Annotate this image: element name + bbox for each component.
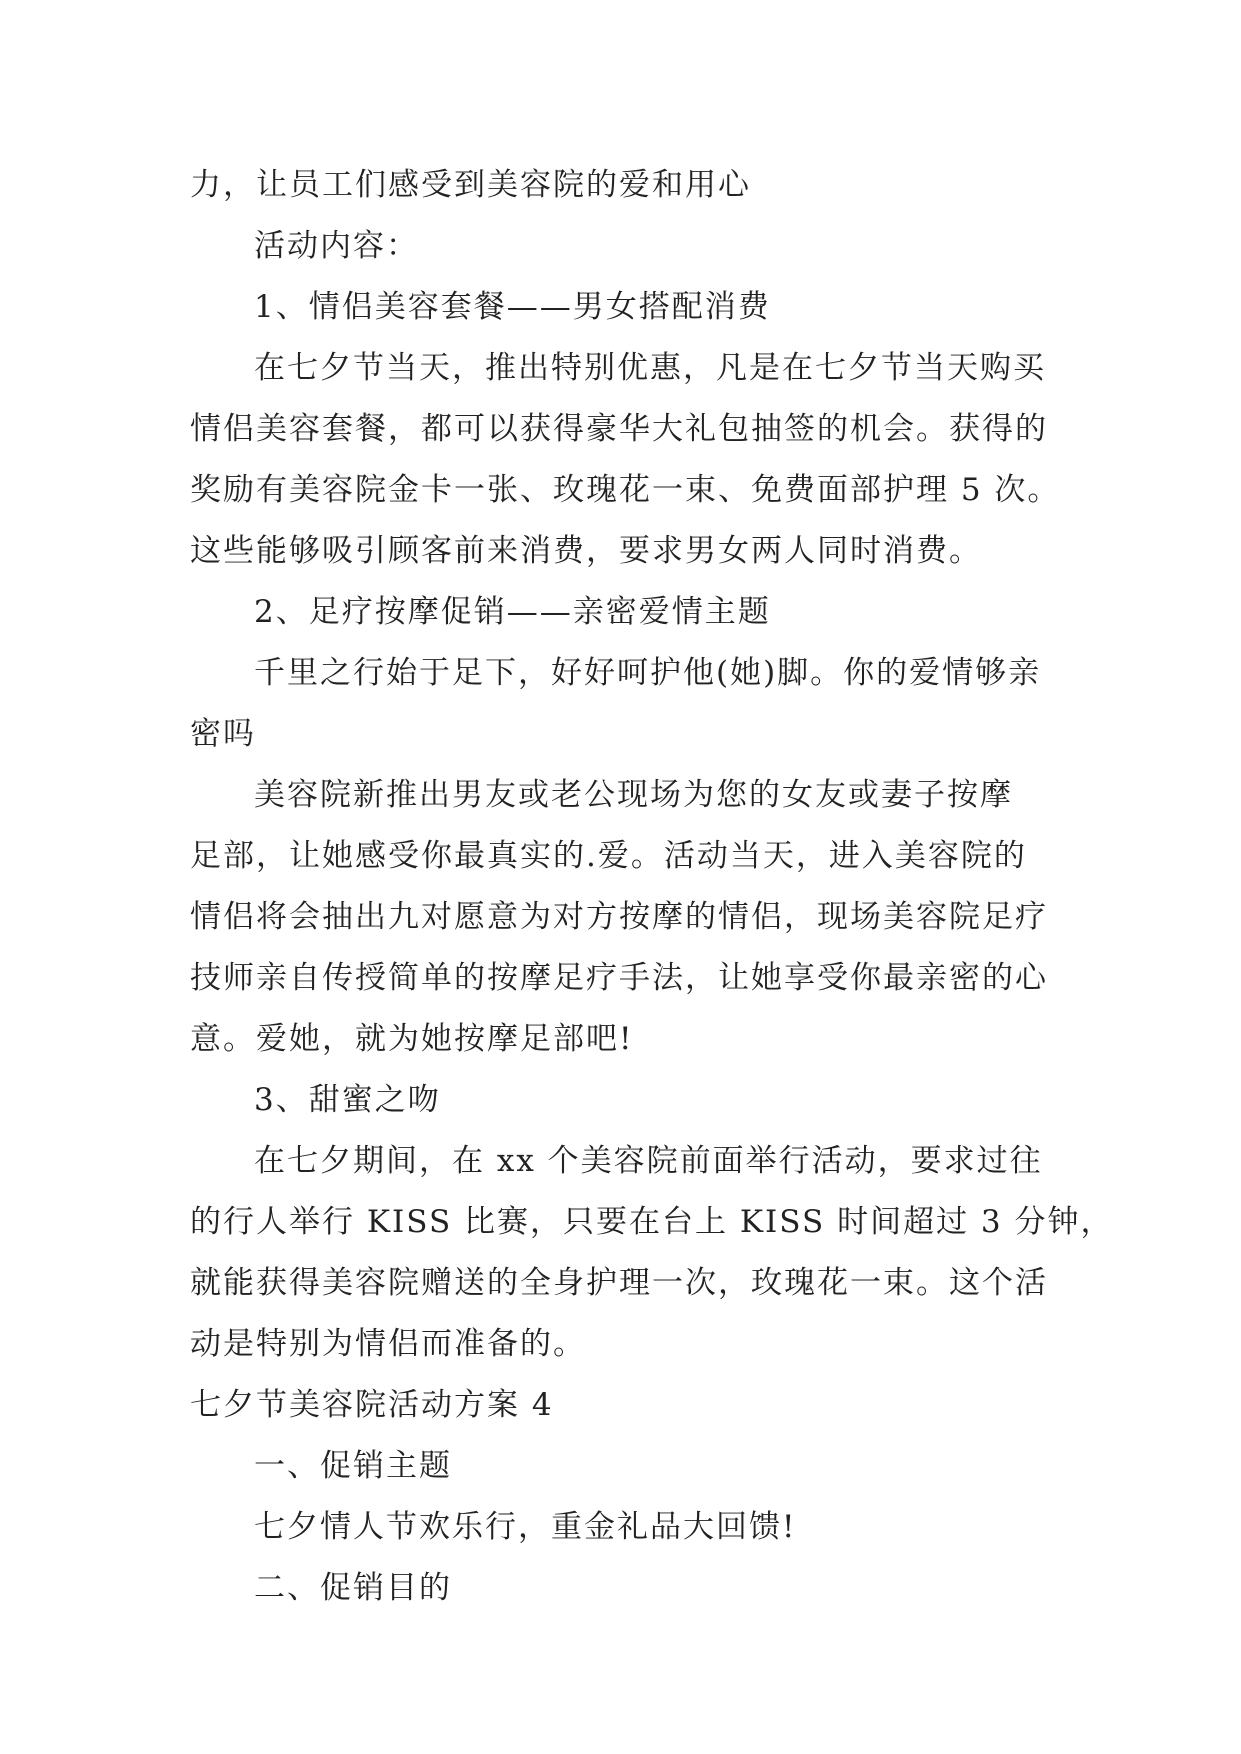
section-heading: 1、情侣美容套餐——男女搭配消费	[254, 289, 771, 325]
text-line: 力，让员工们感受到美容院的爱和用心	[190, 167, 751, 203]
document-body	[190, 155, 1114, 1619]
section-heading: 二、促销目的	[254, 1570, 452, 1606]
text-line: 美容院新推出男友或老公现场为您的女友或妻子按摩	[254, 777, 1013, 813]
document-title: 七夕节美容院活动方案 4	[190, 1387, 554, 1423]
text-line: 就能获得美容院赠送的全身护理一次，玫瑰花一束。这个活	[190, 1265, 1048, 1301]
text-line: 密吗	[190, 716, 256, 752]
text-line: 活动内容：	[254, 228, 419, 264]
text-line: 的行人举行 KISS 比赛，只要在台上 KISS 时间超过 3 分钟，	[190, 1204, 1114, 1240]
text-line: 动是特别为情侣而准备的。	[190, 1326, 586, 1362]
text-line: 情侣美容套餐，都可以获得豪华大礼包抽签的机会。获得的	[190, 411, 1048, 447]
text-line: 足部，让她感受你最真实的.爱。活动当天，进入美容院的	[190, 838, 1027, 874]
text-line: 情侣将会抽出九对愿意为对方按摩的情侣，现场美容院足疗	[190, 899, 1048, 935]
text-line: 奖励有美容院金卡一张、玫瑰花一束、免费面部护理 5 次。	[190, 472, 1061, 508]
section-heading: 一、促销主题	[254, 1448, 452, 1484]
text-line: 在七夕节当天，推出特别优惠，凡是在七夕节当天购买	[254, 350, 1046, 386]
section-heading: 2、足疗按摩促销——亲密爱情主题	[254, 594, 771, 630]
text-line: 在七夕期间，在 xx 个美容院前面举行活动，要求过往	[254, 1143, 1043, 1179]
text-line: 技师亲自传授简单的按摩足疗手法，让她享受你最亲密的心	[190, 960, 1048, 996]
section-heading: 3、甜蜜之吻	[254, 1082, 441, 1118]
text-line: 意。爱她，就为她按摩足部吧!	[190, 1021, 634, 1057]
text-line: 千里之行始于足下，好好呵护他(她)脚。你的爱情够亲	[254, 655, 1042, 691]
text-line: 这些能够吸引顾客前来消费，要求男女两人同时消费。	[190, 533, 982, 569]
text-line: 七夕情人节欢乐行，重金礼品大回馈!	[254, 1509, 797, 1545]
